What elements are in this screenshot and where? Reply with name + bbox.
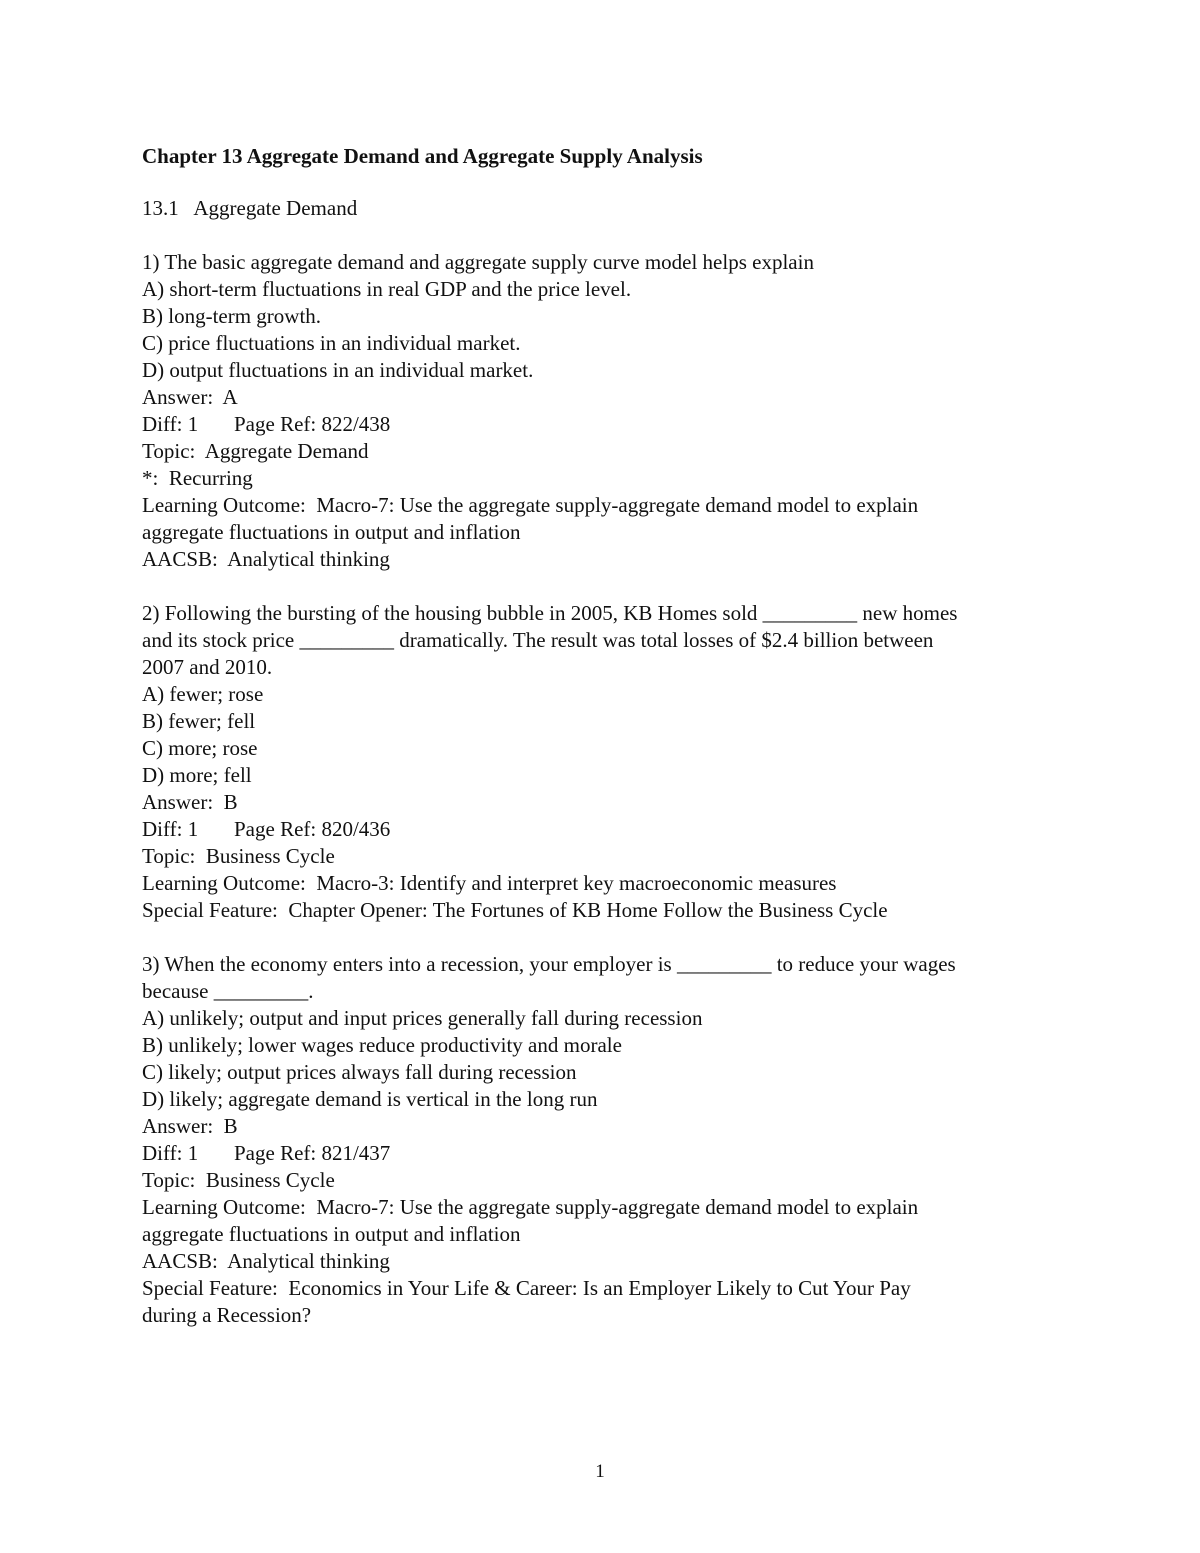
page-number: 1 [595,1461,605,1482]
question-block [142,249,1062,573]
page-reference: Page Ref: 821/437 [234,1141,391,1165]
difficulty-line [142,816,1062,843]
page-reference: Page Ref: 820/436 [234,817,391,841]
page-reference: Page Ref: 822/438 [234,412,391,436]
question-metadata-line: Special Feature: Chapter Opener: The Fortunes of KB Home Follow the Business Cycle [142,898,888,922]
answer-option: C) likely; output prices always fall during recession [142,1060,577,1084]
question-metadata-line: aggregate fluctuations in output and inflation [142,520,521,544]
question-stem-line: 2007 and 2010. [142,655,273,679]
section-heading: 13.1 Aggregate Demand [142,196,358,220]
question-metadata-line: Learning Outcome: Macro-7: Use the aggregate supply-aggregate demand model to explain [142,493,919,517]
question-stem-line: and its stock price _________ dramatically. The result was total losses of $2.4 billion between [142,628,934,652]
answer-key: Answer: B [142,790,238,814]
question-stem-line: because _________. [142,979,314,1003]
question-block [142,951,1062,1329]
answer-option: D) likely; aggregate demand is vertical in the long run [142,1087,598,1111]
question-list [142,249,1062,1329]
answer-option: C) price fluctuations in an individual market. [142,331,521,355]
answer-option: B) long-term growth. [142,304,322,328]
answer-option: A) short-term fluctuations in real GDP and the price level. [142,277,632,301]
question-metadata-line: Learning Outcome: Macro-3: Identify and interpret key macroeconomic measures [142,871,837,895]
difficulty-line [142,411,1062,438]
answer-option: D) output fluctuations in an individual market. [142,358,534,382]
question-metadata-line: AACSB: Analytical thinking [142,547,390,571]
question-metadata-line: Special Feature: Economics in Your Life & Career: Is an Employer Likely to Cut Your Pay [142,1276,911,1300]
question-metadata-line: Topic: Business Cycle [142,844,335,868]
answer-option: C) more; rose [142,736,258,760]
document-page [142,142,1062,1329]
answer-option: B) fewer; fell [142,709,256,733]
question-metadata-line: Topic: Aggregate Demand [142,439,369,463]
answer-option: B) unlikely; lower wages reduce productivity and morale [142,1033,622,1057]
question-metadata-line: *: Recurring [142,466,253,490]
difficulty-value: Diff: 1 [142,817,199,841]
answer-option: A) fewer; rose [142,682,264,706]
question-metadata-line: aggregate fluctuations in output and inflation [142,1222,521,1246]
question-stem-line: 2) Following the bursting of the housing bubble in 2005, KB Homes sold _________ new homes [142,601,958,625]
question-metadata-line: AACSB: Analytical thinking [142,1249,390,1273]
question-metadata-line: Learning Outcome: Macro-7: Use the aggregate supply-aggregate demand model to explain [142,1195,919,1219]
answer-key: Answer: A [142,385,238,409]
chapter-title: Chapter 13 Aggregate Demand and Aggregate Supply Analysis [142,144,703,168]
difficulty-line [142,1140,1062,1167]
difficulty-value: Diff: 1 [142,412,199,436]
question-block [142,600,1062,924]
answer-key: Answer: B [142,1114,238,1138]
question-stem-line: 3) When the economy enters into a recession, your employer is _________ to reduce your wages [142,952,956,976]
answer-option: A) unlikely; output and input prices generally fall during recession [142,1006,703,1030]
answer-option: D) more; fell [142,763,252,787]
question-stem-line: 1) The basic aggregate demand and aggregate supply curve model helps explain [142,250,814,274]
question-metadata-line: during a Recession? [142,1303,312,1327]
difficulty-value: Diff: 1 [142,1141,199,1165]
question-metadata-line: Topic: Business Cycle [142,1168,335,1192]
